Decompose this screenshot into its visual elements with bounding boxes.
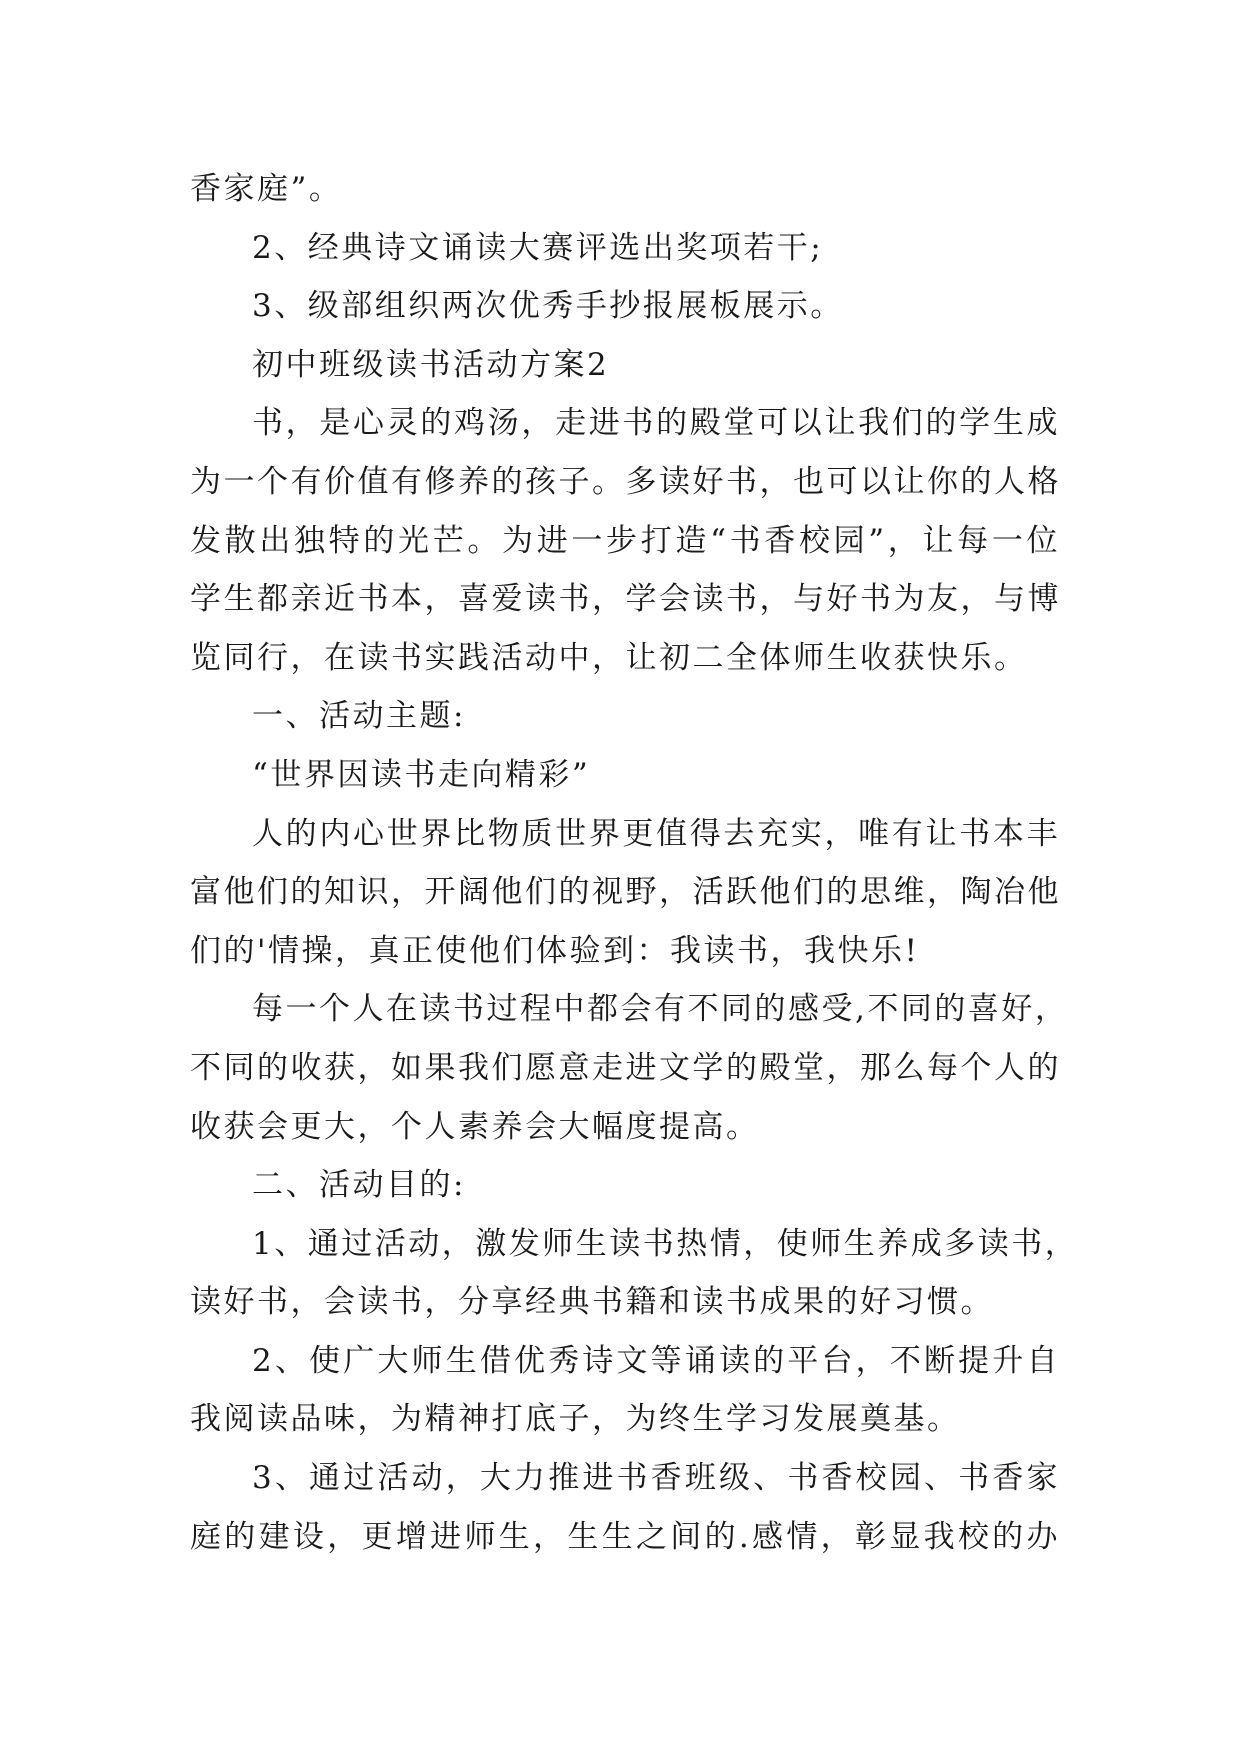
text-line: 3、级部组织两次优秀手抄报展板展示。 (252, 288, 844, 325)
document-page (190, 160, 1079, 1566)
section-title: 初中班级读书活动方案2 (252, 346, 610, 383)
theme-quote: “世界因读书走向精彩” (252, 756, 591, 793)
text-line: 们的'情操，真正使他们体验到：我读书，我快乐! (190, 932, 920, 969)
text-line: 书，是心灵的鸡汤，走进书的殿堂可以让我们的学生成 (252, 405, 1060, 442)
text-line: 2、使广大师生借优秀诗文等诵读的平台，不断提升自 (252, 1342, 1060, 1379)
text-line: 览同行，在读书实践活动中，让初二全体师生收获快乐。 (190, 639, 1028, 676)
text-line: 我阅读品味，为精神打底子，为终生学习发展奠基。 (190, 1401, 961, 1438)
section-heading: 一、活动主题: (252, 698, 466, 735)
text-line: 每一个人在读书过程中都会有不同的感受,不同的喜好， (252, 991, 1069, 1028)
text-line: 收获会更大，个人素养会大幅度提高。 (190, 1108, 760, 1145)
text-line: 发散出独特的光芒。为进一步打造“书香校园”，让每一位 (190, 522, 1060, 559)
section-heading: 二、活动目的: (252, 1167, 466, 1204)
text-line: 不同的收获，如果我们愿意走进文学的殿堂，那么每个人的 (190, 1049, 1061, 1086)
text-line: 人的内心世界比物质世界更值得去充实，唯有让书本丰 (252, 815, 1060, 852)
text-line: 庭的建设，更增进师生，生生之间的.感情，彰显我校的办 (190, 1518, 1060, 1555)
text-line: 学生都亲近书本，喜爱读书，学会读书，与好书为友，与博 (190, 581, 1061, 618)
text-line: 1、通过活动，激发师生读书热情，使师生养成多读书， (252, 1225, 1079, 1262)
text-line: 为一个有价值有修养的孩子。多读好书，也可以让你的人格 (190, 463, 1061, 500)
text-line: 2、经典诗文诵读大赛评选出奖项若干; (252, 229, 824, 266)
text-line: 香家庭”。 (190, 171, 343, 207)
text-line: 读好书，会读书，分享经典书籍和读书成果的好习惯。 (190, 1284, 994, 1321)
text-line: 3、通过活动，大力推进书香班级、书香校园、书香家 (252, 1460, 1060, 1497)
text-line: 富他们的知识，开阔他们的视野，活跃他们的思维，陶冶他 (190, 874, 1061, 911)
